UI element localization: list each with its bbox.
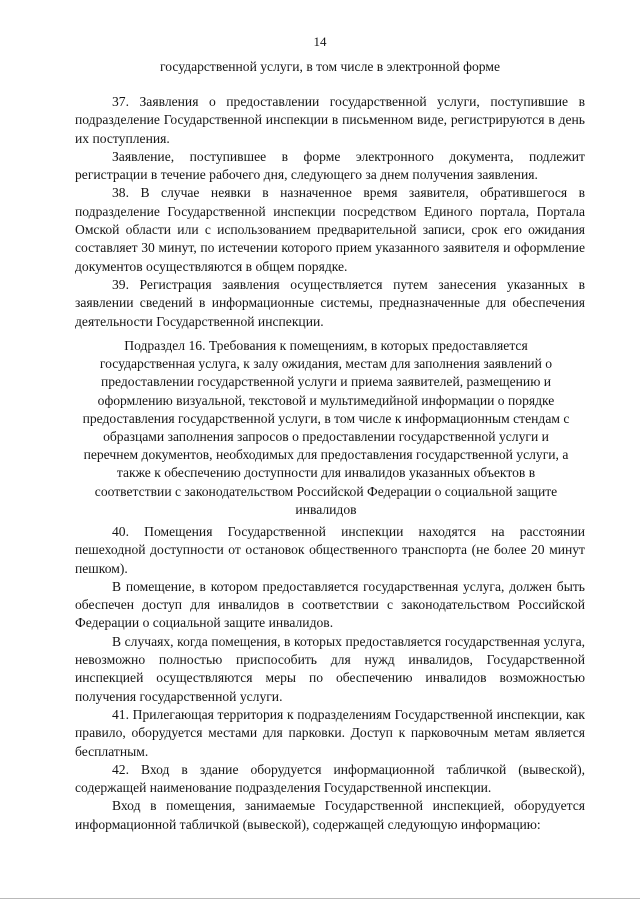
paragraph-37-electronic: Заявление, поступившее в форме электронного документа, подлежит регистрации в течение рабочего дня, следующего за днем получения заявления. [75,148,585,183]
heading-continuation-line: государственной услуги, в том числе в электронной форме [159,59,500,74]
paragraph-42-entrance: Вход в помещения, занимаемые Государственной инспекцией, оборудуется информационной табличкой (вывеской), содержащей следующую информацию: [75,798,585,832]
paragraph-42: 42. Вход в здание оборудуется информационной табличкой (вывеской), содержащей наименование подразделения Государственной инспекции. [75,761,585,796]
page-number: 14 [313,34,327,49]
paragraph-40-measures: В случаях, когда помещения, в которых предоставляется государственная услуга, невозможно полностью приспособить для нужд инвалидов, Государственной инспекцией осуществляются меры по обеспечению инвалидов возможностью получения государственной услуги. [75,633,585,704]
section-paragraphs-after [75,523,585,834]
paragraph-37: 37. Заявления о предоставлении государственной услуги, поступившие в подразделение Государственной инспекции в письменном виде, регистрируются в день их поступления. [75,94,585,146]
paragraph-41: 41. Прилегающая территория к подразделениям Государственной инспекции, как правило, оборудуется местами для парковки. Доступ к парковочным метам является бесплатным. [75,706,585,759]
paragraph-39: 39. Регистрация заявления осуществляется путем занесения указанных в заявлении сведений в информационные системы, предназначенные для обеспечения деятельности Государственной инспекции. [75,276,585,329]
paragraph-38: 38. В случае неявки в назначенное время заявителя, обратившегося в подразделение Государственной инспекции посредством Единого портала, Портала Омской области или с использованием предварительной записи, срок его ожидания составляет 30 минут, по истечении которого прием указанного заявителя и оформление документов осуществляются в общем порядке. [75,185,585,274]
previous-heading-continuation [75,58,585,76]
section-paragraphs-before [75,93,585,331]
scan-bottom-edge [0,898,640,899]
paragraph-40-access: В помещение, в котором предоставляется государственная услуга, должен быть обеспечен доступ для инвалидов в соответствии с законодательством Российской Федерации о социальной защите инвалидов. [75,578,585,631]
paragraph-40: 40. Помещения Государственной инспекции находятся на расстоянии пешеходной доступности от остановок общественного транспорта (не более 20 минут пешком). [75,524,585,576]
subsection-16-heading: Подраздел 16. Требования к помещениям, в которых предоставляется государственная услуга, к залу ожидания, местам для заполнения заявлений о предоставлении государственной услуги и приема заявителей, размещению и оформлению визуальной, текстовой и мультимедийной информации о порядке предоставления государственной услуги, в том числе к информационным стендам с образцами заполнения запросов о предоставлении государственной услуги и перечнем документов, необходимых для предоставления государственной услуги, а также к обеспечению доступности для инвалидов указанных объектов в соответствии с законодательством Российской Федерации о социальной защите инвалидов [82,338,570,517]
